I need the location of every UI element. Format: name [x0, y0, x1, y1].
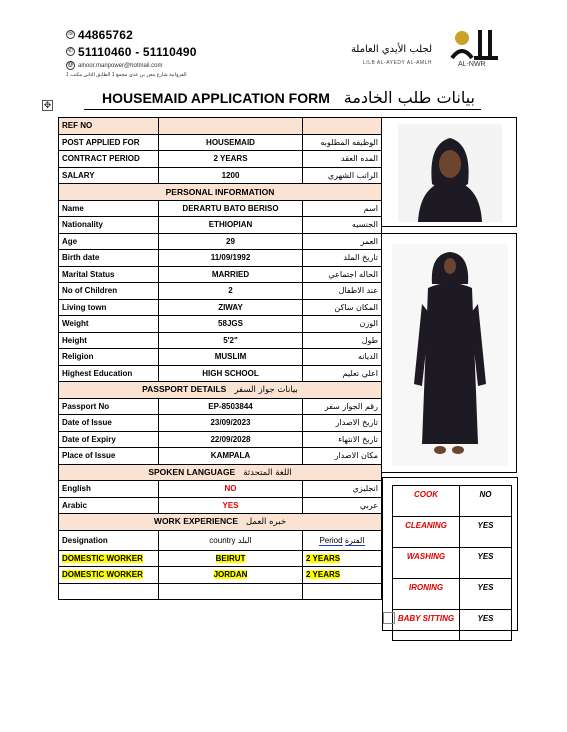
- skills-rows: [393, 486, 512, 641]
- experience-row: [59, 567, 382, 584]
- contract-value: 2 YEARS: [159, 151, 303, 168]
- ref-no-ar: [303, 118, 382, 135]
- row-value: 58JGS: [159, 316, 303, 333]
- empty-cell: [159, 583, 303, 600]
- row-label-ar: مكان الاصدار: [303, 448, 382, 465]
- row-label-ar: الوزن: [303, 316, 382, 333]
- contract-label: CONTRACT PERIOD: [59, 151, 159, 168]
- row-value: ETHIOPIAN: [159, 217, 303, 234]
- skill-value: YES: [460, 517, 512, 548]
- row-value: 11/09/1992: [159, 250, 303, 267]
- col-period-ar: الفترة: [344, 535, 365, 545]
- ref-no-label: REF NO: [59, 118, 159, 135]
- row-label: Living town: [59, 299, 159, 316]
- experience-designation: DOMESTIC WORKER: [62, 553, 143, 563]
- logo-brand: AL-NWR: [458, 61, 486, 68]
- col-country-en: country: [209, 535, 236, 545]
- section-header-experience: [59, 514, 382, 531]
- mobile-icon: ✆: [67, 48, 74, 54]
- col-period: [303, 530, 382, 550]
- passport-rows: [59, 398, 382, 464]
- table-row: [59, 200, 382, 217]
- row-label-ar: عند الاطفال: [303, 283, 382, 300]
- skill-row: [393, 579, 512, 610]
- skill-value: YES: [460, 579, 512, 610]
- row-label: Weight: [59, 316, 159, 333]
- section-experience-en: WORK EXPERIENCE: [153, 516, 238, 527]
- row-value: KAMPALA: [159, 448, 303, 465]
- form-title: [84, 86, 481, 110]
- experience-country: BEIRUT: [215, 553, 246, 563]
- skill-row: [393, 610, 512, 641]
- row-label: Birth date: [59, 250, 159, 267]
- experience-country-cell: [159, 567, 303, 584]
- row-value: 2: [159, 283, 303, 300]
- phone-icon: ☏: [67, 31, 75, 37]
- row-value: ZIWAY: [159, 299, 303, 316]
- table-row: [59, 283, 382, 300]
- skill-name: CLEANING: [393, 517, 460, 548]
- row-label-ar: تاريخ الاصدار: [303, 415, 382, 432]
- portrait-photo: [398, 124, 502, 222]
- personal-rows: [59, 200, 382, 382]
- row-label: Nationality: [59, 217, 159, 234]
- table-row: [59, 332, 382, 349]
- table-row: [59, 583, 382, 600]
- row-value: 22/09/2028: [159, 431, 303, 448]
- fullbody-photo-frame: [381, 233, 517, 473]
- section-header-personal: [59, 184, 382, 201]
- col-period-en: Period: [319, 535, 343, 545]
- section-header-passport: [59, 382, 382, 399]
- form-title-ar: بيانات طلب الخادمة: [343, 88, 475, 107]
- empty-cell: [303, 583, 382, 600]
- email-icon: @: [67, 62, 74, 68]
- table-row: [59, 167, 382, 184]
- row-label-ar: اعلي تعليم: [303, 365, 382, 382]
- col-designation: Designation: [59, 530, 159, 550]
- ref-no-value: [159, 118, 303, 135]
- logo-latin-name: LILB AL-AYEDY AL-AMLH: [363, 60, 432, 66]
- row-label-ar: اسم: [303, 200, 382, 217]
- row-value: 29: [159, 233, 303, 250]
- phone-main-row: [66, 26, 236, 43]
- table-move-handle-icon[interactable]: ✥: [43, 100, 52, 110]
- table-row: [59, 365, 382, 382]
- table-row: [59, 151, 382, 168]
- row-label-ar: رقم الجواز سفر: [303, 398, 382, 415]
- row-label-ar: انجليزي: [303, 481, 382, 498]
- row-label: Highest Education: [59, 365, 159, 382]
- experience-rows: [59, 550, 382, 583]
- row-value: EP-8503844: [159, 398, 303, 415]
- experience-period: 2 YEARS: [306, 570, 341, 580]
- row-value: MUSLIM: [159, 349, 303, 366]
- skill-name: WASHING: [393, 548, 460, 579]
- table-row: [59, 134, 382, 151]
- row-label: Arabic: [59, 497, 159, 514]
- contract-ar: المده العقد: [303, 151, 382, 168]
- row-label: Place of Issue: [59, 448, 159, 465]
- post-value: HOUSEMAID: [159, 134, 303, 151]
- email-text: alnoor.manpower@hotmail.com: [78, 62, 163, 69]
- skill-value: YES: [460, 548, 512, 579]
- row-label-ar: العمر: [303, 233, 382, 250]
- email-row: [66, 60, 236, 71]
- row-value: 23/09/2023: [159, 415, 303, 432]
- row-value: DERARTU BATO BERISO: [159, 200, 303, 217]
- row-label: Name: [59, 200, 159, 217]
- skill-row: [393, 548, 512, 579]
- skill-value: NO: [460, 486, 512, 517]
- row-label: No of Children: [59, 283, 159, 300]
- section-passport-en: PASSPORT DETAILS: [142, 384, 227, 395]
- table-row: [59, 349, 382, 366]
- experience-period: 2 YEARS: [306, 553, 341, 563]
- table-row: [59, 316, 382, 333]
- skills-table: [392, 485, 512, 641]
- skill-row: [393, 517, 512, 548]
- skill-value: YES: [460, 610, 512, 641]
- section-header-language: [59, 464, 382, 481]
- table-row: [59, 118, 382, 135]
- section-title-passport: [59, 382, 382, 399]
- section-title-experience: [59, 514, 382, 531]
- skill-name: IRONING: [393, 579, 460, 610]
- skill-row: [393, 486, 512, 517]
- col-country: [159, 530, 303, 550]
- experience-row: [59, 550, 382, 567]
- table-row: [59, 415, 382, 432]
- experience-designation-cell: [59, 567, 159, 584]
- table-row: [59, 481, 382, 498]
- row-label: Religion: [59, 349, 159, 366]
- company-logo: [330, 26, 510, 72]
- section-passport-ar: بيانات جواز السفر: [234, 385, 298, 396]
- phone-alt: 51110460 - 51110490: [78, 44, 197, 59]
- phone-alt-row: [66, 43, 236, 60]
- section-experience-ar: خبره العمل: [246, 517, 287, 528]
- row-label-ar: طول: [303, 332, 382, 349]
- experience-designation-cell: [59, 550, 159, 567]
- experience-country-cell: [159, 550, 303, 567]
- checkbox[interactable]: [383, 612, 395, 624]
- row-label: Date of Issue: [59, 415, 159, 432]
- row-label: Height: [59, 332, 159, 349]
- row-value: NO: [159, 481, 303, 498]
- row-label: English: [59, 481, 159, 498]
- post-label: POST APPLIED FOR: [59, 134, 159, 151]
- salary-value: 1200: [159, 167, 303, 184]
- row-value: YES: [159, 497, 303, 514]
- phone-main: 44865762: [78, 27, 133, 42]
- language-rows: [59, 481, 382, 514]
- table-row: [59, 448, 382, 465]
- row-label: Age: [59, 233, 159, 250]
- row-label-ar: تاريخ الانتهاء: [303, 431, 382, 448]
- row-label: Marital Status: [59, 266, 159, 283]
- skill-name: COOK: [393, 486, 460, 517]
- row-label-ar: عربي: [303, 497, 382, 514]
- application-table: [58, 117, 382, 600]
- post-ar: الوظيفه المطلوبه: [303, 134, 382, 151]
- salary-label: SALARY: [59, 167, 159, 184]
- row-value: 5'2": [159, 332, 303, 349]
- salary-ar: الراتب الشهري: [303, 167, 382, 184]
- fullbody-photo: [392, 244, 508, 466]
- portrait-photo-frame: [381, 117, 517, 227]
- logo-arabic-name: لجلب الأيدي العاملة: [350, 44, 432, 55]
- experience-period-cell: [303, 550, 382, 567]
- row-value: HIGH SCHOOL: [159, 365, 303, 382]
- section-title-language: [59, 464, 382, 481]
- table-row: [59, 497, 382, 514]
- row-label-ar: تاريخ الملد: [303, 250, 382, 267]
- table-row: [59, 233, 382, 250]
- section-language-ar: اللغة المتحدثة: [243, 467, 292, 478]
- row-label-ar: الحاله اجتماعي: [303, 266, 382, 283]
- table-row: [59, 217, 382, 234]
- table-row: [59, 250, 382, 267]
- row-label-ar: المكان ساكن: [303, 299, 382, 316]
- table-row: [59, 266, 382, 283]
- address-text: الفروانية شارع معن بن عدي مجمع 1 الطابق الثاني مكتب 1: [66, 72, 187, 78]
- section-title-personal: PERSONAL INFORMATION: [59, 184, 382, 201]
- skill-name: BABY SITTING: [393, 610, 460, 641]
- experience-designation: DOMESTIC WORKER: [62, 570, 143, 580]
- col-country-ar: البلد: [237, 535, 252, 545]
- row-label-ar: الديانه: [303, 349, 382, 366]
- section-language-en: SPOKEN LANGUAGE: [148, 466, 236, 477]
- experience-period-cell: [303, 567, 382, 584]
- table-row: [59, 299, 382, 316]
- contact-block: [66, 26, 236, 78]
- experience-header-row: [59, 530, 382, 550]
- row-label: Passport No: [59, 398, 159, 415]
- row-value: MARRIED: [159, 266, 303, 283]
- experience-country: JORDAN: [213, 570, 248, 580]
- row-label: Date of Expiry: [59, 431, 159, 448]
- table-row: [59, 398, 382, 415]
- form-title-en: HOUSEMAID APPLICATION FORM: [102, 90, 330, 106]
- table-row: [59, 431, 382, 448]
- empty-cell: [59, 583, 159, 600]
- row-label-ar: الجنسيه: [303, 217, 382, 234]
